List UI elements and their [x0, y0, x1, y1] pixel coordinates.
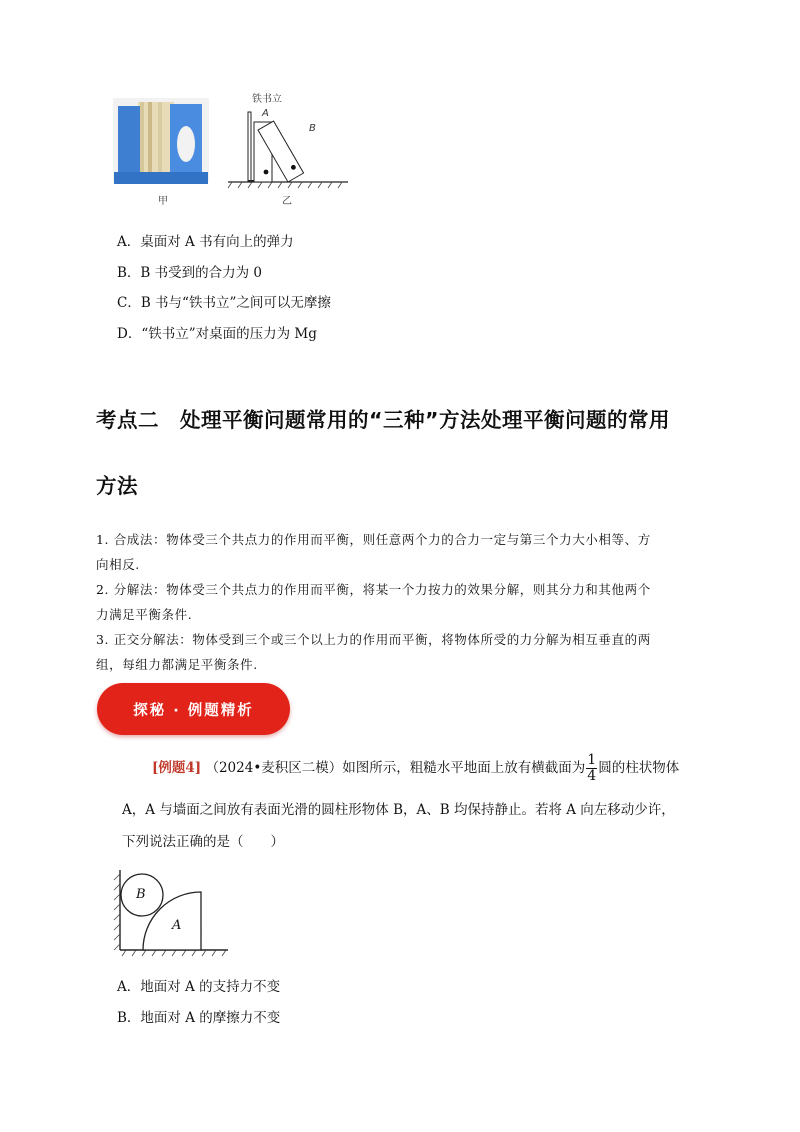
option-d1: D．“铁书立”对桌面的压力为 Mg — [117, 326, 317, 342]
method-3-line2: 组，每组力都满足平衡条件. — [96, 657, 258, 672]
section-title-line2: 方法 — [96, 474, 138, 498]
label-block-a: A — [172, 918, 182, 933]
example-banner — [97, 683, 290, 735]
caption-yi: 乙 — [282, 196, 292, 207]
book-a-label: A — [262, 108, 269, 119]
figure-bookends — [110, 92, 350, 212]
option-b2: B．地面对 A 的摩擦力不变 — [117, 1010, 281, 1026]
section-title-line1: 考点二 处理平衡问题常用的“三种”方法处理平衡问题的常用 — [96, 408, 670, 432]
banner-label: 探秘 · 例题精析 — [133, 702, 254, 719]
option-c1: C．B 书与“铁书立”之间可以无摩擦 — [117, 295, 331, 311]
cylinder-diagram — [110, 862, 235, 962]
stand-label: 铁书立 — [252, 94, 282, 105]
example-line3: 下列说法正确的是（ ） — [122, 834, 284, 850]
option-b1: B．B 书受到的合力为 0 — [117, 265, 263, 281]
example-intro-tail: 圆的柱状物体 — [598, 760, 680, 776]
bookend-diagram — [224, 92, 354, 202]
method-2-line1: 2. 分解法：物体受三个共点力的作用而平衡，将某一个力按力的效果分解，则其分力和其他两个 — [96, 582, 651, 597]
option-a2: A．地面对 A 的支持力不变 — [117, 979, 281, 995]
method-1-line2: 向相反. — [96, 557, 140, 572]
fraction-denominator: 4 — [587, 768, 597, 784]
method-2-line2: 力满足平衡条件. — [96, 607, 193, 622]
option-a1: A．桌面对 A 书有向上的弹力 — [117, 234, 294, 250]
example-tag: [例题4] — [152, 760, 202, 776]
fraction-numerator: 1 — [587, 752, 597, 768]
figure-cylinders — [110, 862, 235, 962]
example-line2: A，A 与墙面之间放有表面光滑的圆柱形物体 B，A、B 均保持静止。若将 A 向左移动少许， — [122, 802, 675, 818]
method-1-line1: 1. 合成法：物体受三个共点力的作用而平衡，则任意两个力的合力一定与第三个力大小相等、方 — [96, 532, 651, 547]
caption-jia: 甲 — [158, 196, 168, 207]
method-3-line1: 3. 正交分解法：物体受到三个或三个以上力的作用而平衡，将物体所受的力分解为相互垂直的两 — [96, 632, 651, 647]
example-line1 — [152, 754, 679, 783]
example-intro: （2024•麦积区二模）如图所示，粗糙水平地面上放有横截面为 — [205, 760, 586, 776]
fraction-quarter — [586, 754, 597, 783]
label-cylinder-b: B — [136, 887, 146, 902]
book-b-label: B — [309, 123, 316, 134]
